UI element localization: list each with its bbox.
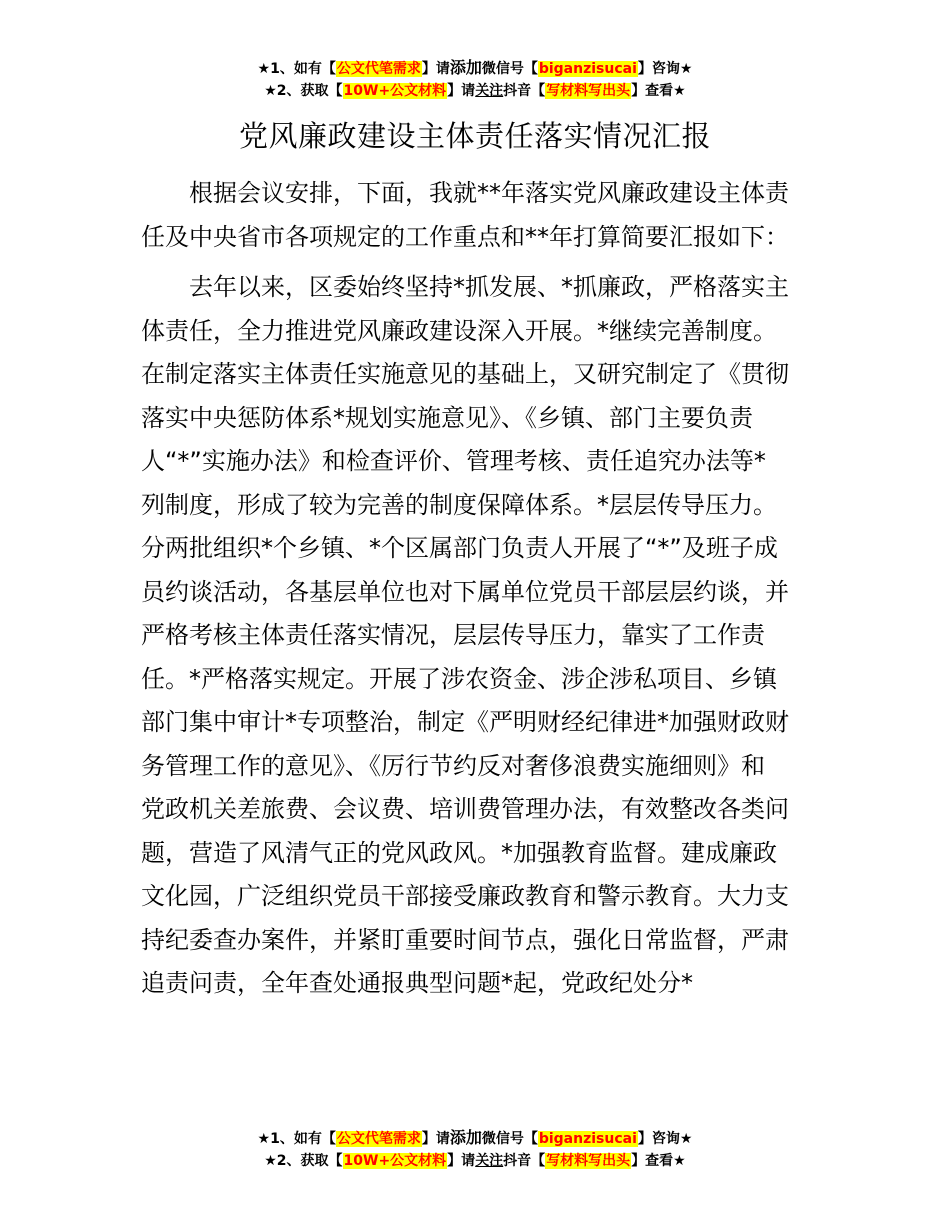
- text-line: 去年以来，区委始终坚持*抓发展、*抓廉政，严格落实主: [189, 273, 789, 301]
- promo-text: ★2、获取【: [264, 83, 343, 99]
- text-line: 列制度，形成了较为完善的制度保障体系。*层层传导压力。: [141, 490, 777, 519]
- promo-emphasis: 关注: [475, 83, 504, 99]
- promo-text: 】请: [421, 61, 450, 77]
- text-line: 严格考核主体责任落实情况，层层传导压力，靠实了工作责: [141, 621, 765, 649]
- promo-line-2: [0, 1150, 950, 1172]
- header-promo-banner: [0, 57, 950, 102]
- document-title: 党风廉政建设主体责任落实情况汇报: [238, 119, 711, 153]
- promo-line-1: [0, 1127, 950, 1150]
- text-line: 员约谈活动，各基层单位也对下属单位党员干部层层约谈，并: [141, 577, 789, 606]
- footer-promo-banner: [0, 1127, 950, 1172]
- promo-highlight-materials: 10W+公文材料: [343, 1153, 447, 1169]
- text-line: 落实中央惩防体系*规划实施意见》、《乡镇、部门主要负责: [141, 403, 753, 432]
- promo-text: ★1、如有【: [257, 1131, 336, 1147]
- text-line: 在制定落实主体责任实施意见的基础上，又研究制定了《贯彻: [141, 360, 789, 388]
- promo-highlight-wechat-id: biganzisucai: [538, 61, 637, 77]
- promo-text: 】请: [447, 1153, 476, 1169]
- promo-text: 】查看★: [631, 83, 686, 99]
- promo-text: 】咨询★: [637, 1131, 693, 1147]
- promo-text: 】请: [447, 83, 476, 99]
- text-line: 部门集中审计*专项整治，制定《严明财经纪律进*加强财政财: [141, 708, 789, 736]
- promo-text: 】请: [421, 1131, 450, 1147]
- promo-text: 】咨询★: [637, 61, 693, 77]
- text-line: 任。*严格落实规定。开展了涉农资金、涉企涉私项目、乡镇: [141, 664, 777, 693]
- promo-text: 微信号【: [481, 1131, 538, 1147]
- promo-highlight-service: 公文代笔需求: [336, 61, 421, 77]
- text-line: 体责任，全力推进党风廉政建设深入开展。*继续完善制度。: [141, 316, 777, 345]
- text-line: 党政机关差旅费、会议费、培训费管理办法，有效整改各类问: [141, 795, 789, 823]
- promo-text: ★2、获取【: [264, 1153, 343, 1169]
- text-line: 务管理工作的意见》、《厉行节约反对奢侈浪费实施细则》和: [141, 751, 765, 780]
- text-line: 任及中央省市各项规定的工作重点和**年打算简要汇报如下：: [141, 222, 789, 251]
- text-line: 文化园，广泛组织党员干部接受廉政教育和警示教育。大力支: [141, 882, 789, 910]
- promo-text: ★1、如有【: [257, 61, 336, 77]
- promo-highlight-materials: 10W+公文材料: [343, 83, 447, 99]
- promo-line-2: [0, 80, 950, 102]
- text-line: 分两批组织*个乡镇、*个区属部门负责人开展了“*”及班子成: [141, 534, 778, 562]
- text-line: 题，营造了风清气正的党风政风。*加强教育监督。建成廉政: [141, 838, 777, 867]
- promo-text: 抖音【: [503, 83, 546, 99]
- text-line: 人“*”实施办法》和检查评价、管理考核、责任追究办法等*: [141, 447, 766, 475]
- promo-text: 】查看★: [631, 1153, 686, 1169]
- text-line: 持纪委查办案件，并紧盯重要时间节点，强化日常监督，严肃: [141, 925, 789, 954]
- promo-highlight-wechat-id: biganzisucai: [538, 1131, 637, 1147]
- promo-highlight-douyin-account: 写材料写出头: [546, 1153, 631, 1169]
- paragraph-intro: [141, 172, 813, 259]
- promo-text: 抖音【: [503, 1153, 546, 1169]
- promo-emphasis: 关注: [475, 1153, 504, 1169]
- promo-emphasis: 添加: [449, 1128, 482, 1147]
- promo-highlight-douyin-account: 写材料写出头: [546, 83, 631, 99]
- promo-text: 微信号【: [481, 61, 538, 77]
- promo-emphasis: 添加: [449, 58, 482, 77]
- text-line: 根据会议安排，下面，我就**年落实党风廉政建设主体责: [189, 179, 789, 207]
- promo-highlight-service: 公文代笔需求: [336, 1131, 421, 1147]
- text-line: 追责问责，全年查处通报典型问题*起，党政纪处分*: [141, 969, 693, 997]
- promo-line-1: [0, 57, 950, 80]
- paragraph-body: [141, 266, 813, 1006]
